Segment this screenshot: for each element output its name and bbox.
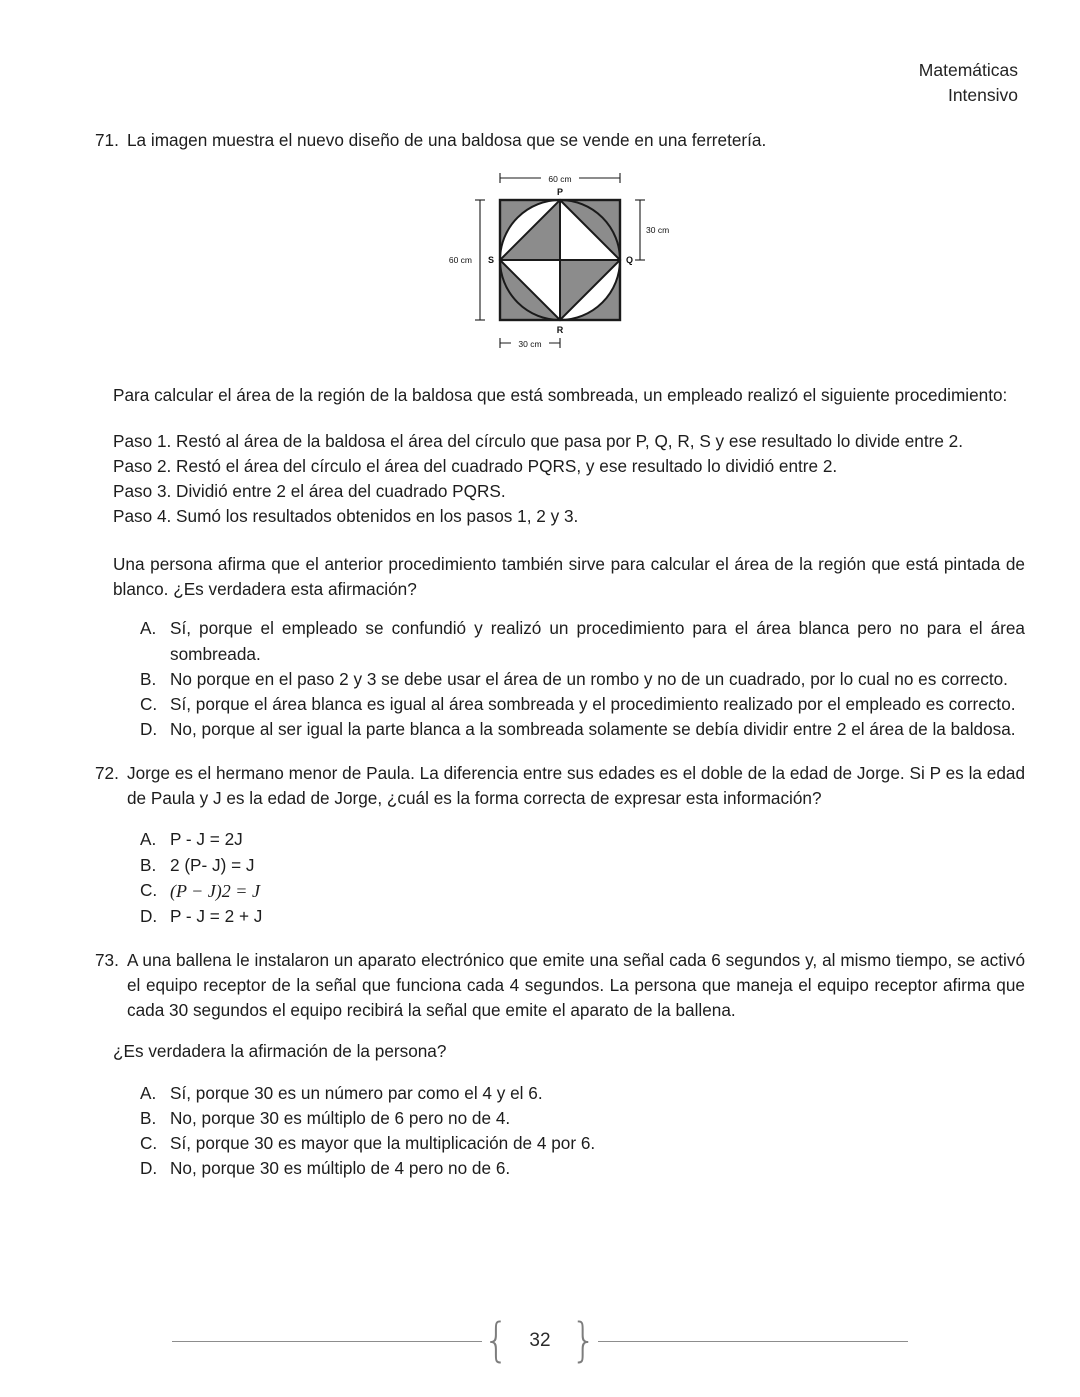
option-text: Sí, porque el empleado se confundió y realizó un procedimiento para el área blanca pero no para el área sombreada. [170,618,1025,664]
option-a[interactable] [140,1081,1025,1106]
option-b[interactable] [140,667,1025,692]
label-vertex-q: Q [626,255,634,266]
label-dim-left: 60 cm [448,255,472,266]
question-stem: A una ballena le instalaron un aparato electrónico que emite una señal cada 6 segundos y, al mismo tiempo, se activó el equipo receptor de la señal que funciona cada 4 segundos. La persona que maneja el equipo receptor afirma que cada 30 segundos el equipo recibirá la señal que emite el aparato de la ballena. [127,949,1025,1021]
option-a[interactable] [140,827,1025,852]
page-number: 32 [529,1330,551,1351]
page-content [95,128,1025,1182]
question-number: 73. [95,949,119,970]
question-73 [95,948,1025,1024]
brace-right-icon: } [571,1314,597,1368]
option-text: Sí, porque 30 es un número par como el 4 y el 6. [170,1082,543,1103]
step-1: Paso 1. Restó al área de la baldosa el área del círculo que pasa por P, Q, R, S y ese resultado lo divide entre 2. [113,430,964,451]
option-text: P - J = 2J [170,829,243,850]
option-letter: B. [140,854,157,875]
option-letter: D. [140,1158,158,1179]
option-text: No, porque al ser igual la parte blanca a la sombreada solamente se debía dividir entre 2 el área de la baldosa. [170,719,1016,740]
label-vertex-p: P [556,187,564,198]
option-letter: A. [140,618,157,639]
option-text: P - J = 2 + J [170,906,263,927]
question-72 [95,761,1025,812]
option-b[interactable] [140,1106,1025,1131]
step-3: Paso 3. Dividió entre 2 el área del cuadrado PQRS. [113,481,506,502]
option-text: No porque en el paso 2 y 3 se debe usar el área de un rombo y no de un cuadrado, por lo cual no es correcto. [170,668,1008,689]
brace-left-icon: { [483,1314,509,1368]
label-vertex-s: S [487,255,494,266]
tile-figure [95,165,1025,355]
q71-intro: Para calcular el área de la región de la baldosa que está sombreada, un empleado realizó el siguiente procedimiento: [113,385,1008,406]
option-text: Sí, porque 30 es mayor que la multiplicación de 4 por 6. [170,1133,596,1154]
label-dim-top: 60 cm [548,174,572,185]
footer-rule-right [598,1341,908,1342]
option-c[interactable] [140,1131,1025,1156]
label-vertex-r: R [556,325,564,336]
q73-options [140,1081,1025,1182]
option-letter: D. [140,906,158,927]
page-header [919,58,1018,108]
question-71 [95,128,1025,153]
q71-steps [113,429,1025,530]
option-text: No, porque 30 es múltiplo de 4 pero no de 6. [170,1158,511,1179]
option-c[interactable] [140,692,1025,717]
q73-prompt: ¿Es verdadera la afirmación de la persona? [113,1041,447,1062]
header-program: Intensivo [947,84,1018,105]
dimension-left [475,200,485,320]
option-text: 2 (P- J) = J [170,854,255,875]
step-4: Paso 4. Sumó los resultados obtenidos en los pasos 1, 2 y 3. [113,506,579,527]
page-footer [0,1314,1080,1368]
q71-prompt: Una persona afirma que el anterior procedimiento también sirve para calcular el área de la región que está pintada de blanco. ¿Es verdadera esta afirmación? [113,553,1025,599]
option-d[interactable] [140,1156,1025,1181]
option-b[interactable] [140,853,1025,878]
option-letter: D. [140,719,158,740]
option-d[interactable] [140,904,1025,929]
option-d[interactable] [140,717,1025,742]
option-letter: C. [140,879,158,900]
question-stem: Jorge es el hermano menor de Paula. La diferencia entre sus edades es el doble de la edad de Jorge. Si P es la edad de Paula y J es la edad de Jorge, ¿cuál es la forma correcta de expresar esta información? [127,762,1025,808]
option-a[interactable] [140,616,1025,667]
label-dim-right: 30 cm [646,225,670,236]
q72-options [140,827,1025,929]
option-text: Sí, porque el área blanca es igual al área sombreada y el procedimiento realizado por el empleado es correcto. [170,694,1016,715]
option-letter: B. [140,1107,157,1128]
label-dim-bottom: 30 cm [518,339,542,350]
option-letter: C. [140,1133,158,1154]
question-stem: La imagen muestra el nuevo diseño de una baldosa que se vende en una ferretería. [127,130,767,150]
option-letter: A. [140,1082,157,1103]
question-number: 71. [95,130,119,150]
option-text: No, porque 30 es múltiplo de 6 pero no de 4. [170,1107,511,1128]
q71-options [140,616,1025,742]
option-letter: A. [140,829,157,850]
option-text: (P − J)2 = J [170,880,260,901]
step-2: Paso 2. Restó el área del círculo el área del cuadrado PQRS, y ese resultado lo dividió entre 2. [113,455,838,476]
option-letter: B. [140,668,157,689]
question-number: 72. [95,762,119,783]
footer-rule-left [172,1341,482,1342]
option-c[interactable] [140,878,1025,904]
tile-diagram-svg [440,165,680,355]
option-letter: C. [140,694,158,715]
header-subject: Matemáticas [918,60,1018,80]
